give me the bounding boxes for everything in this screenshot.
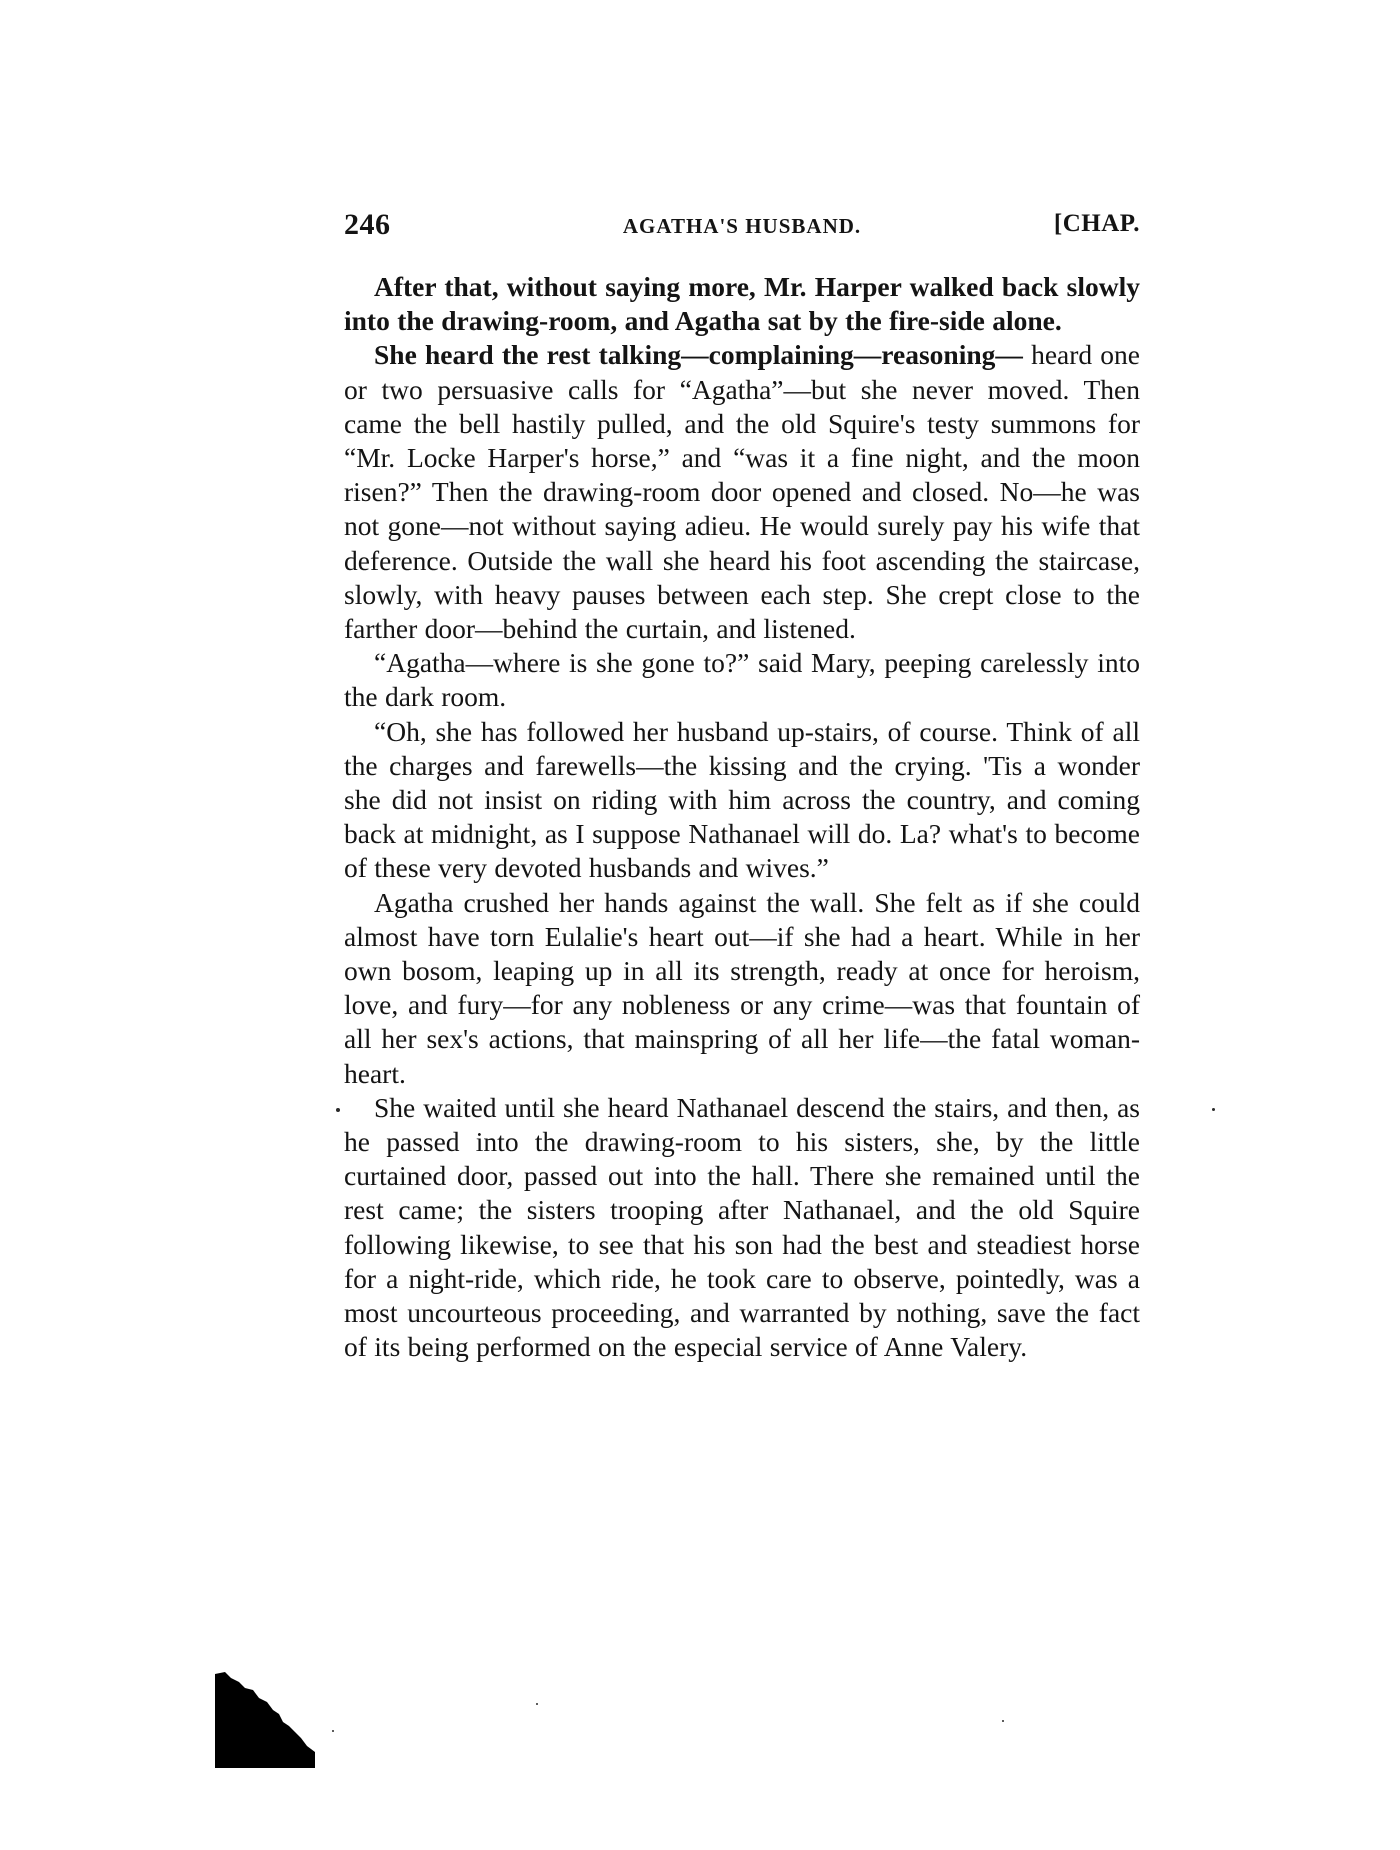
paragraph-4-text: “Oh, she has followed her husband up-stairs, of course. Think of all the charges and farewells—the kissing and the crying. 'Tis a wonder she did not insist on riding with him across the country, and coming back at midnight, as I suppose Nathanael will do. La? what's to become of these very devoted husbands and wives.”: [344, 715, 1140, 884]
running-title: AGATHA'S HUSBAND.: [622, 214, 862, 238]
paragraph-2-text: heard one or two persuasive calls for “Agatha”—but she never moved. Then came the bell hastily pulled, and the old Squire's testy summons for “Mr. Locke Harper's horse,” and “was it a fine night, and the moon risen?” Then the drawing-room door opened and closed. No—he was not gone—not without saying adieu. He would surely pay his wife that deference. Outside the wall she heard his foot ascending the staircase, slowly, with heavy pauses between each step. She crept close to the farther door—behind the curtain, and listened.: [344, 339, 1140, 645]
paragraph-4: [344, 715, 1140, 886]
chapter-mark: [CHAP.: [1053, 210, 1140, 237]
paragraph-1-text: After that, without saying more, Mr. Harper walked back slowly into the drawing-room, and Agatha sat by the fire-side alone.: [344, 271, 1140, 337]
margin-speck: [1002, 1720, 1004, 1722]
margin-speck: [332, 1730, 334, 1732]
paragraph-5: [344, 886, 1140, 1091]
paragraph-2-lead: She heard the rest talking—complaining—reasoning—: [374, 339, 1023, 371]
paragraph-1: [344, 270, 1140, 338]
margin-speck: [536, 1703, 538, 1705]
paragraph-3: [344, 646, 1140, 714]
paragraph-6: [344, 1091, 1140, 1365]
page-number: 246: [344, 208, 391, 241]
margin-speck: [1212, 1108, 1215, 1111]
margin-speck: [336, 1108, 340, 1112]
body-text: [344, 270, 1140, 1365]
paragraph-5-text: Agatha crushed her hands against the wall. She felt as if she could almost have torn Eulalie's heart out—if she had a heart. While in her own bosom, leaping up in all its strength, ready at once for heroism, love, and fury—for any nobleness or any crime—was that fountain of all her sex's actions, that mainspring of all her life—the fatal woman-heart.: [344, 886, 1140, 1089]
corner-scan-artifact: [215, 1668, 315, 1768]
running-head: [344, 208, 1140, 248]
paragraph-6-text: She waited until she heard Nathanael descend the stairs, and then, as he passed into the drawing-room to his sisters, she, by the little curtained door, passed out into the hall. There she remained until the rest came; the sisters trooping after Nathanael, and the old Squire following likewise, to see that his son had the best and steadiest horse for a night-ride, which ride, he took care to observe, pointedly, was a most uncourteous proceeding, and warranted by nothing, save the fact of its being performed on the especial service of Anne Valery.: [344, 1091, 1140, 1363]
paragraph-3-text: “Agatha—where is she gone to?” said Mary, peeping carelessly into the dark room.: [344, 647, 1140, 713]
paragraph-2: [344, 338, 1140, 646]
